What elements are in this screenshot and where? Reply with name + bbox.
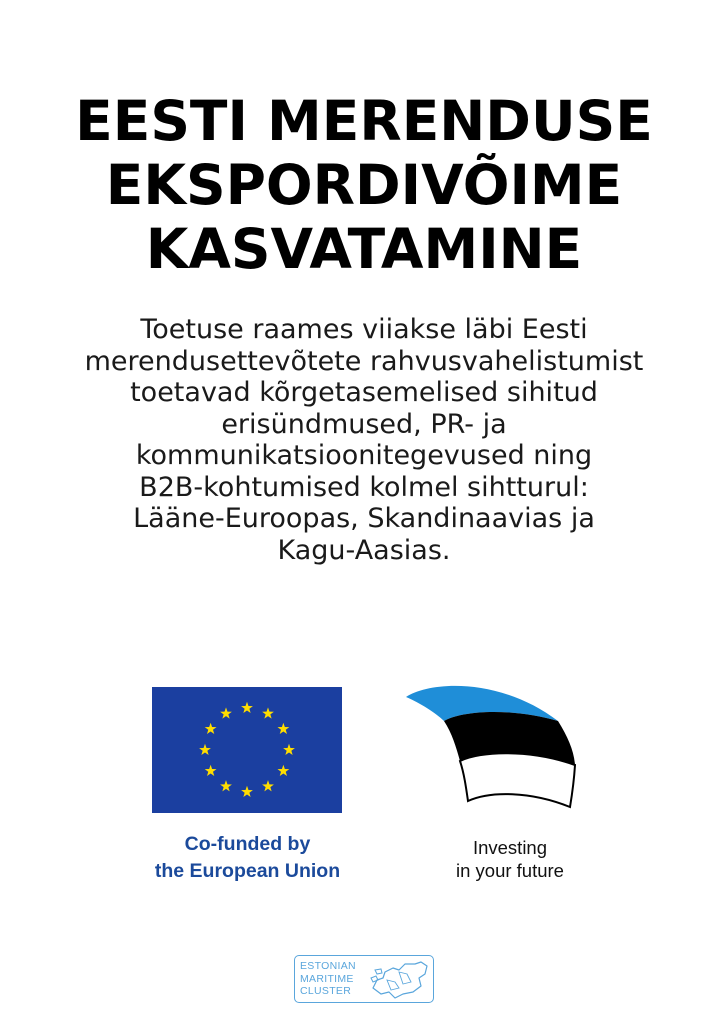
cluster-text-line: MARITIME bbox=[300, 972, 354, 985]
eu-caption-line: Co-funded by bbox=[184, 833, 311, 855]
eu-cofunded-caption bbox=[110, 831, 385, 885]
title-line: EKSPORDIVÕIME bbox=[105, 152, 623, 217]
title-line: KASVATAMINE bbox=[145, 216, 583, 281]
ee-caption-line: in your future bbox=[456, 860, 564, 881]
eu-flag-icon bbox=[152, 687, 342, 813]
description-line: Kagu-Aasias. bbox=[277, 534, 451, 566]
estonian-maritime-cluster-logo bbox=[294, 955, 434, 1003]
estonia-map-icon bbox=[369, 958, 431, 1000]
poster-title bbox=[0, 89, 728, 281]
cluster-logo-text bbox=[300, 960, 356, 998]
ee-caption-line: Investing bbox=[472, 837, 548, 858]
description-line: merendusettevõtete rahvusvahelistumist bbox=[84, 345, 644, 377]
cluster-text-line: CLUSTER bbox=[300, 985, 352, 997]
description-line: erisündmused, PR- ja bbox=[221, 408, 507, 440]
description-paragraph bbox=[40, 314, 688, 566]
investing-future-caption bbox=[410, 836, 610, 882]
cluster-text-line: ESTONIAN bbox=[300, 960, 356, 972]
description-line: Lääne-Euroopas, Skandinaavias ja bbox=[133, 503, 595, 534]
description-line: kommunikatsioonitegevused ning bbox=[135, 440, 593, 471]
description-line: Toetuse raames viiakse läbi Eesti bbox=[140, 314, 588, 345]
description-line: B2B-kohtumised kolmel sihtturul: bbox=[139, 471, 589, 503]
estonian-flag-sail-logo-icon bbox=[400, 677, 580, 825]
description-line: toetavad kõrgetasemelised sihitud bbox=[130, 377, 598, 408]
eu-caption-line: the European Union bbox=[154, 860, 341, 882]
title-line: EESTI MERENDUSE bbox=[75, 88, 653, 153]
